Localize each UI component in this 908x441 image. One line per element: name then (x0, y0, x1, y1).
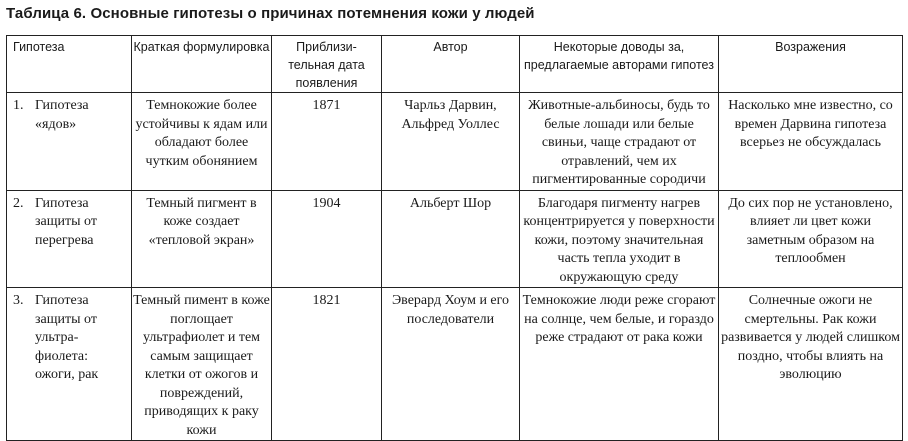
column-header-summary: Краткая формулировка (132, 36, 272, 93)
column-header-author: Автор (382, 36, 520, 93)
cell-objections: До сих пор не установлено, влияет ли цвет кожи заметным образом на теплообмен (719, 190, 903, 288)
hypotheses-table (6, 35, 903, 441)
cell-arguments: Благодаря пигменту нагрев концентрируется у поверхности кожи, поэтому значительная часть тепла уходит в окружающую среду (520, 190, 719, 288)
row-number: 2. (13, 195, 24, 211)
column-header-hypothesis: Гипотеза (7, 36, 132, 93)
cell-date: 1821 (272, 288, 382, 441)
cell-author: Чарльз Дарвин, Альфред Уоллес (382, 93, 520, 191)
row-number: 1. (13, 98, 24, 113)
cell-hypothesis (7, 190, 132, 288)
column-header-arguments: Некоторые доводы за, предлагаемые авторами гипотез (520, 36, 719, 93)
table-caption: Таблица 6. Основные гипотезы о причинах потемнения кожи у людей (6, 5, 535, 22)
cell-author: Альберт Шор (382, 190, 520, 288)
cell-hypothesis (7, 288, 132, 441)
table-row (7, 288, 903, 441)
table-row (7, 93, 903, 191)
cell-summary: Темный пимент в коже поглощает ультрафиолет и тем самым защищает клетки от ожогов и повреждений, приводящих к раку кожи (132, 288, 272, 441)
cell-objections: Насколько мне известно, со времен Дарвина гипотеза всерьез не обсуждалась (719, 93, 903, 191)
hypothesis-text: Гипотеза защиты от ультра- фиолета: ожоги, рак (35, 293, 99, 382)
cell-hypothesis (7, 93, 132, 191)
column-header-date: Приблизи- тельная дата появления (272, 36, 382, 93)
row-number: 3. (13, 293, 24, 308)
cell-summary: Темнокожие более устойчивы к ядам или обладают более чутким обонянием (132, 93, 272, 191)
cell-objections: Солнечные ожоги не смертельны. Рак кожи развивается у людей слишком поздно, чтобы влиять на эволюцию (719, 288, 903, 441)
hypothesis-text: Гипотеза «ядов» (35, 98, 89, 132)
cell-author: Эверард Хоум и его последователи (382, 288, 520, 441)
cell-arguments: Темнокожие люди реже сгорают на солнце, чем белые, и гораздо реже страдают от рака кожи (520, 288, 719, 441)
cell-summary: Темный пигмент в коже создает «тепловой экран» (132, 190, 272, 288)
cell-date: 1871 (272, 93, 382, 191)
cell-date: 1904 (272, 190, 382, 288)
column-header-objections: Возражения (719, 36, 903, 93)
cell-arguments: Животные-альбиносы, будь то белые лошади или белые свиньи, чаще страдают от отравлений, чем их пигментированные сородичи (520, 93, 719, 191)
table-row (7, 190, 903, 288)
hypothesis-text: Гипотеза защиты от перегрева (35, 195, 97, 248)
header-row (7, 36, 903, 93)
